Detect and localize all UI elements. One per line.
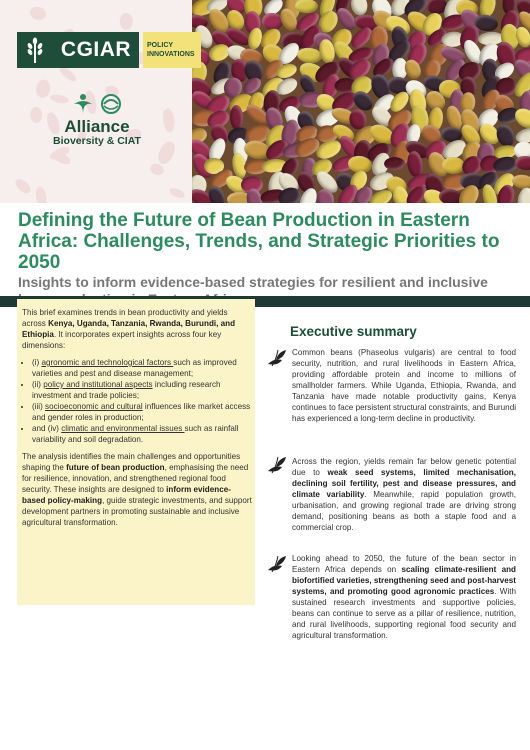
beans-photo — [192, 0, 530, 203]
brief-summary-box — [17, 299, 255, 605]
globe-leaf-icon — [99, 92, 123, 116]
bean-shape — [514, 156, 530, 171]
list-item: • (iii) socioeconomic and cultural influences like market access and gender roles in production; — [32, 401, 252, 423]
cgiar-logo — [17, 32, 195, 68]
person-leaf-icon — [71, 92, 95, 116]
bean-shape — [517, 187, 530, 203]
alliance-logo — [42, 92, 152, 152]
summary-intro: This brief examines trends in bean productivity and yields across Kenya, Uganda, Tanzania, Rwanda, Burundi, and Ethiopia. It incorporates expert insights across four key dimensions: — [22, 308, 236, 350]
executive-summary-heading: Executive summary — [290, 324, 417, 339]
tagline-line-2: INNOVATIONS — [147, 51, 195, 58]
page-subtitle: Insights to inform evidence-based strategies for resilient and inclusive — [18, 274, 488, 290]
executive-paragraph-2: Across the region, yields remain far below genetic potential due to weak seed systems, limited mechanisation, declining soil fertility, pest and disease pressures, and climate variability. Meanwhile, rapid population growth, urbanisation, and growing regional trade are driving strong demand, positioning beans as both a staple food and a commercial crop. — [292, 457, 517, 532]
page-title: Defining the Future of Bean Production in Eastern Africa: Challenges, Trends, and Strategic Priorities to 2050 — [18, 210, 500, 273]
cgiar-tagline — [143, 32, 201, 68]
bean-shape — [13, 176, 33, 195]
bean-plant-icon — [266, 346, 288, 368]
bean-shape — [350, 0, 369, 16]
executive-paragraph-3: Looking ahead to 2050, the future of the bean sector in Eastern Africa depends on scaling climate-resilient and biofortified varieties, strengthening seed and post-harvest systems, and promoting good agronomic practices. With sustained research investments and supportive policies, beans can continue to serve as a pillar of resilience, nutrition, and rural livelihoods, supporting regional food security and agricultural transformation. — [292, 554, 516, 640]
bean-shape — [384, 157, 405, 170]
header — [0, 0, 530, 203]
bean-shape — [34, 186, 47, 203]
tagline-line-1: POLICY — [147, 42, 174, 49]
bean-shape — [52, 151, 72, 167]
bean-shape — [120, 13, 133, 30]
cgiar-wordmark: CGIAR — [53, 32, 139, 68]
list-item: • and (iv) climatic and environmental issues such as rainfall variability and soil degradation. — [32, 423, 252, 445]
bean-shape — [156, 139, 178, 166]
dimension-list — [22, 357, 252, 445]
title-block — [18, 210, 523, 308]
alliance-subtitle: Bioversity & CIAT — [53, 135, 141, 147]
alliance-emblem — [42, 92, 152, 116]
bean-shape — [168, 187, 186, 201]
bean-shape — [162, 108, 175, 133]
alliance-name: Alliance — [64, 117, 130, 136]
bean-plant-icon — [266, 453, 288, 475]
bean-shape — [29, 5, 48, 22]
executive-paragraph-1: Common beans (Phaseolus vulgaris) are central to food security, nutrition, and rural livelihoods in Eastern Africa, providing affordable protein and income to millions of smallholder farmers. While Uganda, Ethiopia, Rwanda, and Tanzania have made notable productivity gains, Kenya continues to face persistent structural constraints, and Burundi has experienced a long-term decline in productivity. — [292, 348, 516, 423]
brief-summary-text — [22, 307, 252, 534]
bean-plant-icon — [266, 552, 288, 574]
wheat-icon — [17, 32, 53, 68]
list-item: • (ii) policy and institutional aspects including research investment and trade policies; — [32, 379, 252, 401]
list-item: • (i) agronomic and technological factors such as improved varieties and pest and disease management; — [32, 357, 252, 379]
summary-analysis: The analysis identifies the main challenges and opportunities shaping the future of bean production, emphasising the need for resilience, innovation, and strengthened regional food security. These insights are designed to inform evidence-based policy-making, guide strategic investments, and support development partners in promoting sustainable and inclusive agricultural transformation. — [22, 452, 252, 527]
